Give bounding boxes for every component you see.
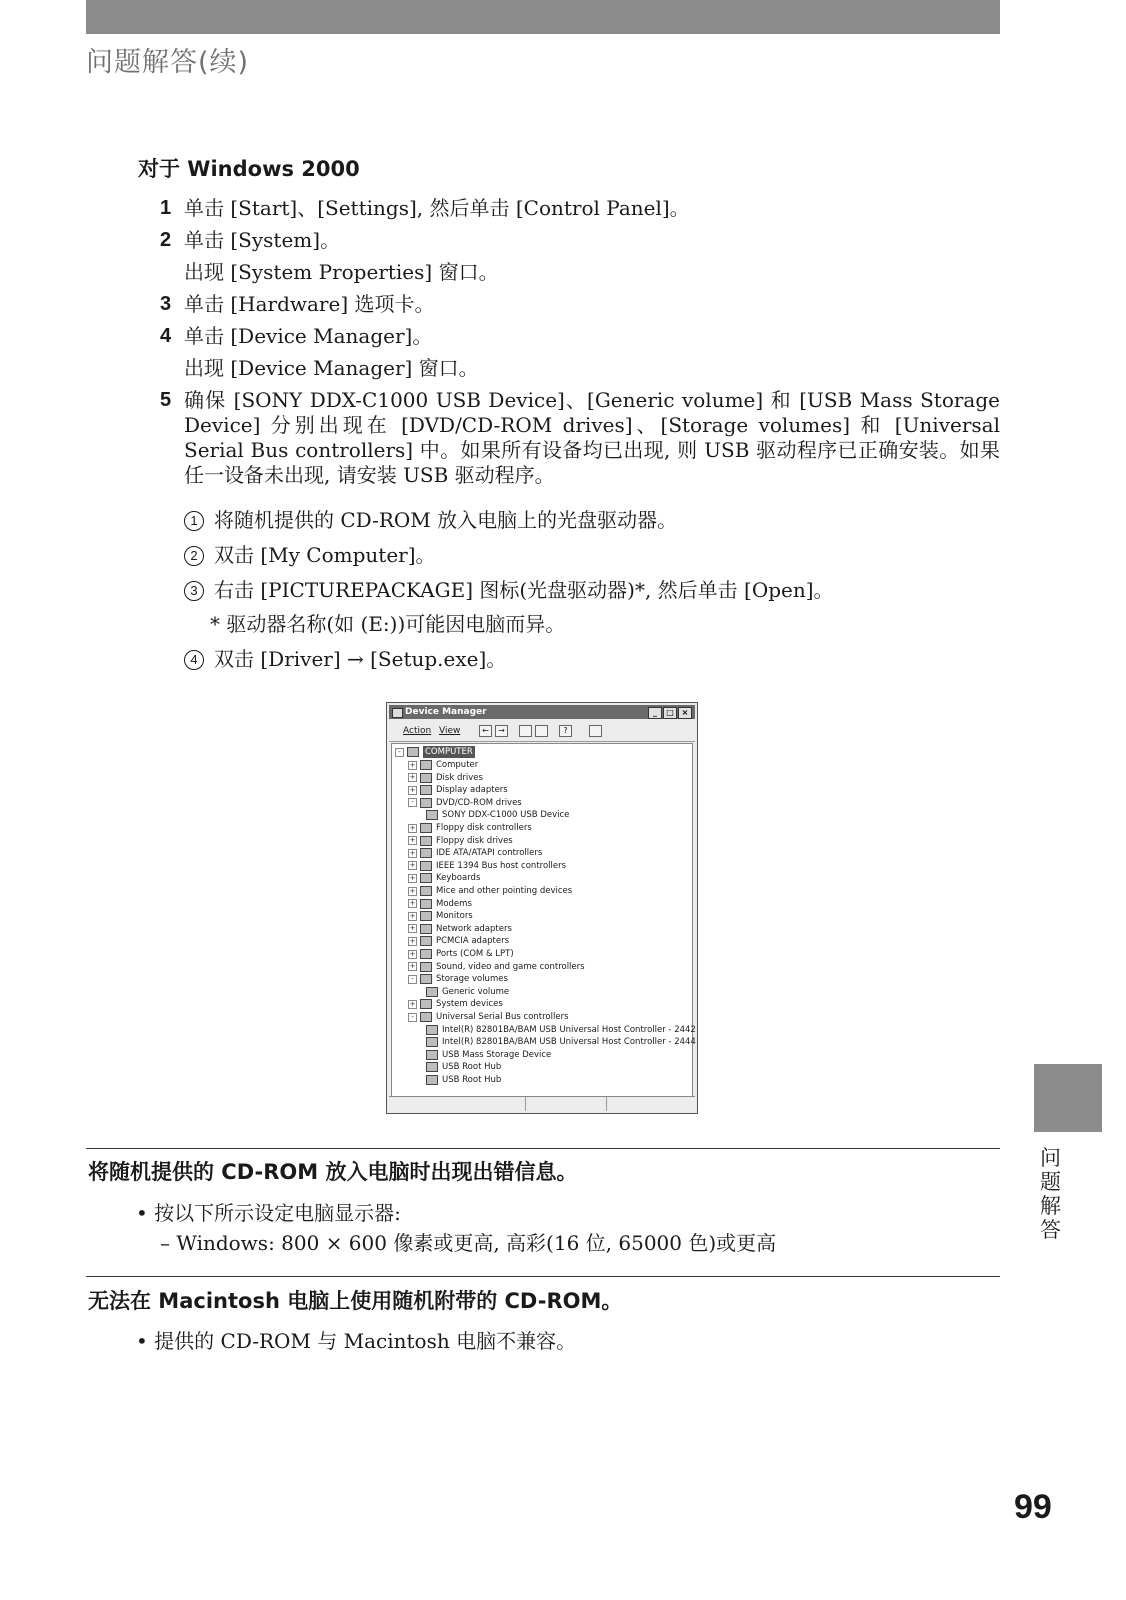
tree-item[interactable]	[426, 1074, 501, 1086]
device-icon	[420, 924, 432, 934]
tree-item[interactable]	[408, 935, 509, 947]
device-icon	[426, 987, 438, 997]
forward-icon[interactable]: →	[495, 725, 508, 737]
tree-item-label: Monitors	[436, 911, 473, 922]
expand-icon[interactable]: +	[409, 899, 416, 908]
collapse-icon[interactable]: -	[408, 798, 417, 807]
tree-item-label: System devices	[436, 999, 503, 1010]
substep-text: 双击 [Driver] → [Setup.exe]。	[214, 647, 507, 671]
tree-item-label: Network adapters	[436, 923, 512, 934]
tree-item-label: Keyboards	[436, 873, 481, 884]
section-title: 对于 Windows 2000	[138, 157, 360, 181]
divider	[86, 1276, 1000, 1277]
device-icon	[420, 873, 432, 883]
tree-item-label: Intel(R) 82801BA/BAM USB Universal Host Controller - 2444	[442, 1037, 696, 1048]
tree-item[interactable]	[408, 759, 478, 771]
tree-item[interactable]	[408, 948, 514, 960]
device-icon	[420, 974, 432, 984]
menu-view[interactable]: View	[439, 726, 461, 736]
faq-bullet-2: • 提供的 CD-ROM 与 Macintosh 电脑不兼容。	[136, 1329, 577, 1353]
tree-item-label: Floppy disk drives	[436, 835, 513, 846]
device-icon	[420, 962, 432, 972]
tree-item-label: DVD/CD-ROM drives	[436, 797, 522, 808]
menu-action[interactable]: Action	[403, 726, 432, 736]
step-text: 确保 [SONY DDX-C1000 USB Device]、[Generic volume] 和 [USB Mass Storage Device] 分别出现在 [DVD/CD-ROM drives]、[Storage volumes] 和 [Universal Serial Bus controllers] 中。如果所有设备均已出现, 则 USB 驱动程序已正确安装。如果任一设备未出现, 请安装 USB 驱动程序。	[184, 388, 1000, 487]
expand-icon[interactable]: +	[409, 785, 416, 794]
tree-item[interactable]	[426, 1036, 696, 1048]
properties-icon[interactable]	[519, 725, 532, 737]
faq-question-2: 无法在 Macintosh 电脑上使用随机附带的 CD-ROM。	[88, 1289, 623, 1313]
faq-question-1: 将随机提供的 CD-ROM 放入电脑时出现出错信息。	[88, 1160, 578, 1184]
expand-icon[interactable]: +	[409, 949, 416, 958]
tree-item[interactable]	[408, 973, 508, 985]
circled-number: 4	[184, 650, 204, 670]
tree-item[interactable]	[408, 772, 483, 784]
device-tree[interactable]	[391, 743, 696, 1097]
tree-item[interactable]	[408, 898, 472, 910]
status-pane	[389, 1097, 526, 1111]
step-2-result: 出现 [System Properties] 窗口。	[184, 260, 499, 284]
tree-item-label: Modems	[436, 898, 472, 909]
device-icon	[420, 911, 432, 921]
device-icon	[426, 1075, 438, 1085]
expand-icon[interactable]: +	[409, 836, 416, 845]
step-number: 5	[160, 389, 172, 411]
tree-item[interactable]	[408, 998, 503, 1010]
step-number: 3	[160, 293, 172, 315]
device-icon	[420, 773, 432, 783]
circled-number: 2	[184, 546, 204, 566]
faq-bullet-1: • 按以下所示设定电脑显示器:	[136, 1201, 401, 1225]
minimize-icon[interactable]: _	[648, 707, 662, 719]
substep-text: 右击 [PICTUREPACKAGE] 图标(光盘驱动器)*, 然后单击 [Open]。	[214, 578, 834, 602]
tree-item-label: Display adapters	[436, 785, 508, 796]
page-header: 问题解答(续)	[86, 47, 250, 78]
collapse-icon[interactable]: -	[408, 975, 417, 984]
expand-icon[interactable]: +	[409, 924, 416, 933]
device-icon	[420, 798, 432, 808]
tree-item-label: Disk drives	[436, 772, 483, 783]
computer-icon	[407, 747, 419, 757]
tree-item[interactable]	[408, 860, 566, 872]
expand-icon[interactable]: +	[409, 911, 416, 920]
tree-item-label: USB Root Hub	[442, 1062, 502, 1073]
device-icon	[426, 1050, 438, 1060]
back-icon[interactable]: ←	[479, 725, 492, 737]
tree-item-label: USB Mass Storage Device	[442, 1049, 552, 1060]
tree-item-label: Universal Serial Bus controllers	[436, 1012, 569, 1022]
substep-text: 将随机提供的 CD-ROM 放入电脑上的光盘驱动器。	[214, 508, 678, 532]
header-bar	[86, 0, 1000, 34]
tree-item[interactable]	[408, 961, 585, 973]
tree-item-label: IEEE 1394 Bus host controllers	[436, 860, 567, 871]
status-bar	[389, 1096, 695, 1111]
expand-icon[interactable]: +	[409, 936, 416, 945]
close-icon[interactable]: ×	[678, 707, 692, 719]
step-number: 4	[160, 325, 172, 347]
side-tab-label: 问题解答	[1040, 1146, 1061, 1242]
collapse-icon[interactable]: -	[395, 748, 404, 757]
tree-item[interactable]	[408, 784, 508, 796]
tree-item[interactable]	[408, 797, 522, 809]
step-text: 单击 [Hardware] 选项卡。	[184, 292, 435, 316]
refresh-icon[interactable]	[535, 725, 548, 737]
tree-item-label: PCMCIA adapters	[436, 936, 510, 947]
tree-item-label: Floppy disk controllers	[436, 823, 532, 833]
device-icon	[426, 1062, 438, 1072]
device-icon	[420, 861, 432, 871]
tree-item[interactable]	[408, 872, 480, 884]
tree-item-label: Mice and other pointing devices	[436, 886, 573, 896]
device-icon	[426, 810, 438, 820]
tree-item[interactable]	[426, 809, 569, 821]
tree-item-label: Computer	[436, 760, 479, 770]
expand-icon[interactable]: +	[409, 760, 416, 769]
expand-icon[interactable]: +	[409, 848, 416, 857]
step-4-result: 出现 [Device Manager] 窗口。	[184, 356, 479, 380]
tree-item-label: Ports (COM & LPT)	[436, 949, 514, 959]
step-text: 单击 [Device Manager]。	[184, 324, 433, 348]
device-icon	[420, 836, 432, 846]
tree-item-label: Generic volume	[442, 986, 510, 997]
tree-item[interactable]	[408, 822, 532, 834]
device-manager-icon	[392, 708, 403, 718]
step-number: 2	[160, 229, 172, 251]
tree-root-label: COMPUTER	[425, 747, 473, 757]
device-icon	[420, 949, 432, 959]
status-pane	[526, 1097, 607, 1111]
tree-item[interactable]	[408, 847, 542, 859]
step-text: 单击 [System]。	[184, 228, 341, 252]
circled-number: 1	[184, 511, 204, 531]
divider	[86, 1148, 1000, 1149]
tree-item[interactable]	[426, 1049, 551, 1061]
tree-item-label: USB Root Hub	[442, 1075, 502, 1085]
maximize-icon[interactable]: □	[663, 707, 677, 719]
help-icon[interactable]: ?	[559, 725, 572, 737]
tree-item[interactable]	[408, 923, 512, 935]
circled-number: 3	[184, 581, 204, 601]
tree-item-label: IDE ATA/ATAPI controllers	[436, 848, 543, 859]
expand-icon[interactable]: +	[409, 773, 416, 782]
tree-item-label: SONY DDX-C1000 USB Device	[442, 810, 570, 821]
device-icon	[420, 823, 432, 833]
tree-item[interactable]	[426, 1061, 501, 1073]
toolbar	[389, 721, 695, 742]
device-manager-window	[386, 702, 698, 1114]
device-icon	[420, 886, 432, 896]
tree-item[interactable]	[408, 910, 473, 922]
device-icon	[420, 848, 432, 858]
window-titlebar	[389, 705, 695, 719]
tree-root[interactable]	[395, 746, 475, 758]
tree-item-label: Intel(R) 82801BA/BAM USB Universal Host Controller - 2442	[442, 1024, 696, 1035]
substep-2	[184, 543, 436, 568]
device-icon	[420, 936, 432, 946]
device-icon	[420, 999, 432, 1009]
substep-4	[184, 647, 506, 672]
substep-text: 双击 [My Computer]。	[214, 543, 436, 567]
collapse-icon[interactable]: -	[408, 1013, 417, 1022]
tree-item[interactable]	[426, 1024, 696, 1036]
device-icon	[420, 899, 432, 909]
substep-1	[184, 508, 677, 533]
page-number: 99	[1014, 1488, 1052, 1526]
tree-item[interactable]	[408, 835, 513, 847]
device-icon	[420, 785, 432, 795]
footnote: * 驱动器名称(如 (E:))可能因电脑而异。	[210, 612, 566, 636]
expand-icon[interactable]: +	[409, 861, 416, 870]
device-icon	[420, 760, 432, 770]
substep-3	[184, 578, 834, 603]
tree-item[interactable]	[408, 885, 572, 897]
device-icon	[426, 1025, 438, 1035]
tree-item[interactable]	[426, 986, 509, 998]
expand-icon[interactable]: +	[409, 873, 416, 882]
device-icon	[426, 1037, 438, 1047]
tree-item-label: Storage volumes	[436, 974, 508, 985]
step-text: 单击 [Start]、[Settings], 然后单击 [Control Panel]。	[184, 196, 690, 220]
faq-detail-1: – Windows: 800 × 600 像素或更高, 高彩(16 位, 65000 色)或更高	[160, 1231, 777, 1255]
window-controls	[648, 707, 692, 719]
side-tab-marker	[1034, 1064, 1102, 1132]
device-icon	[420, 1012, 432, 1022]
tree-item[interactable]	[408, 1011, 569, 1023]
computer-icon[interactable]	[589, 725, 602, 737]
step-number: 1	[160, 197, 172, 219]
expand-icon[interactable]: +	[409, 999, 416, 1008]
expand-icon[interactable]: +	[409, 823, 416, 832]
expand-icon[interactable]: +	[409, 962, 416, 971]
expand-icon[interactable]: +	[409, 886, 416, 895]
tree-item-label: Sound, video and game controllers	[436, 961, 585, 972]
window-title: Device Manager	[405, 707, 487, 717]
